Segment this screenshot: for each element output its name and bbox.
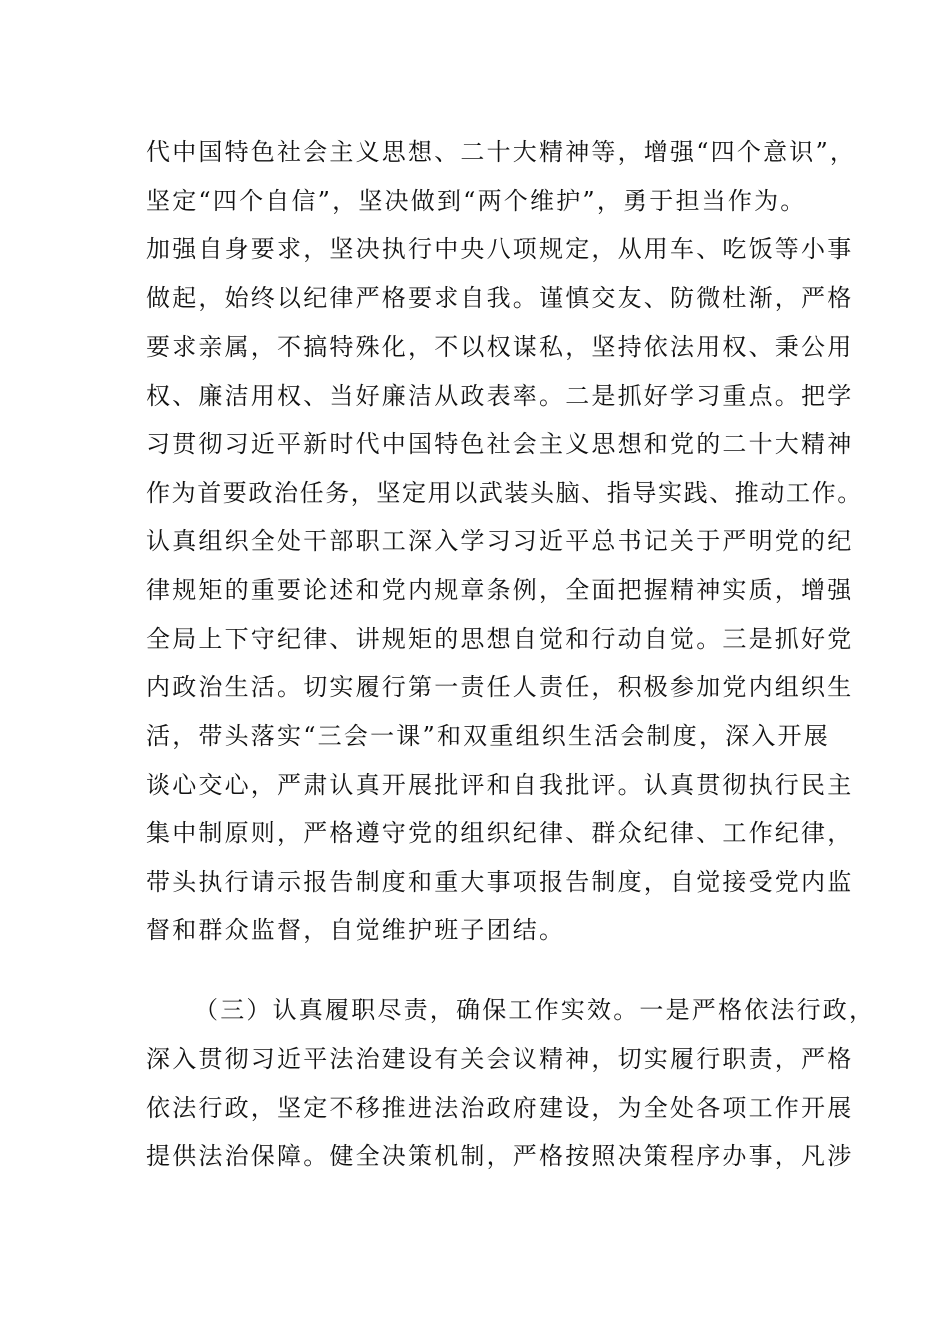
text-line-2: 坚定“四个自信”，坚决做到“两个维护”，勇于担当作为。 — [146, 187, 807, 215]
text-line-10: 律规矩的重要论述和党内规章条例，全面把握精神实质，增强 — [146, 576, 854, 604]
text-line-5: 要求亲属，不搞特殊化，不以权谋私，坚持依法用权、秉公用 — [146, 333, 854, 361]
text-line-14: 谈心交心，严肃认真开展批评和自我批评。认真贯彻执行民主 — [146, 771, 854, 799]
text-line-7: 习贯彻习近平新时代中国特色社会主义思想和党的二十大精神 — [146, 430, 854, 458]
text-line-4: 做起，始终以纪律严格要求自我。谨慎交友、防微杜渐，严格 — [146, 284, 854, 312]
text-line-13: 活，带头落实“三会一课”和双重组织生活会制度，深入开展 — [146, 722, 830, 750]
text-line-17: 督和群众监督，自觉维护班子团结。 — [146, 916, 566, 944]
text-line-11: 全局上下守纪律、讲规矩的思想自觉和行动自觉。三是抓好党 — [146, 625, 854, 653]
text-line-19: 深入贯彻习近平法治建设有关会议精神，切实履行职责，严格 — [146, 1045, 854, 1073]
text-line-15: 集中制原则，严格遵守党的组织纪律、群众纪律、工作纪律， — [146, 819, 854, 847]
paragraph-heading-line: （三）认真履职尽责，确保工作实效。一是严格依法行政， — [194, 996, 876, 1024]
text-line-8: 作为首要政治任务，坚定用以武装头脑、指导实践、推动工作。 — [146, 479, 863, 507]
text-line-1: 代中国特色社会主义思想、二十大精神等，增强“四个意识”， — [146, 138, 857, 166]
text-line-12: 内政治生活。切实履行第一责任人责任，积极参加党内组织生 — [146, 673, 854, 701]
text-line-9: 认真组织全处干部职工深入学习习近平总书记关于严明党的纪 — [146, 527, 854, 555]
text-line-21: 提供法治保障。健全决策机制，严格按照决策程序办事，凡涉 — [146, 1142, 854, 1170]
text-line-20: 依法行政，坚定不移推进法治政府建设，为全处各项工作开展 — [146, 1094, 854, 1122]
text-line-6: 权、廉洁用权、当好廉洁从政表率。二是抓好学习重点。把学 — [146, 382, 854, 410]
text-line-3: 加强自身要求，坚决执行中央八项规定，从用车、吃饭等小事 — [146, 235, 854, 263]
text-line-16: 带头执行请示报告制度和重大事项报告制度，自觉接受党内监 — [146, 868, 854, 896]
